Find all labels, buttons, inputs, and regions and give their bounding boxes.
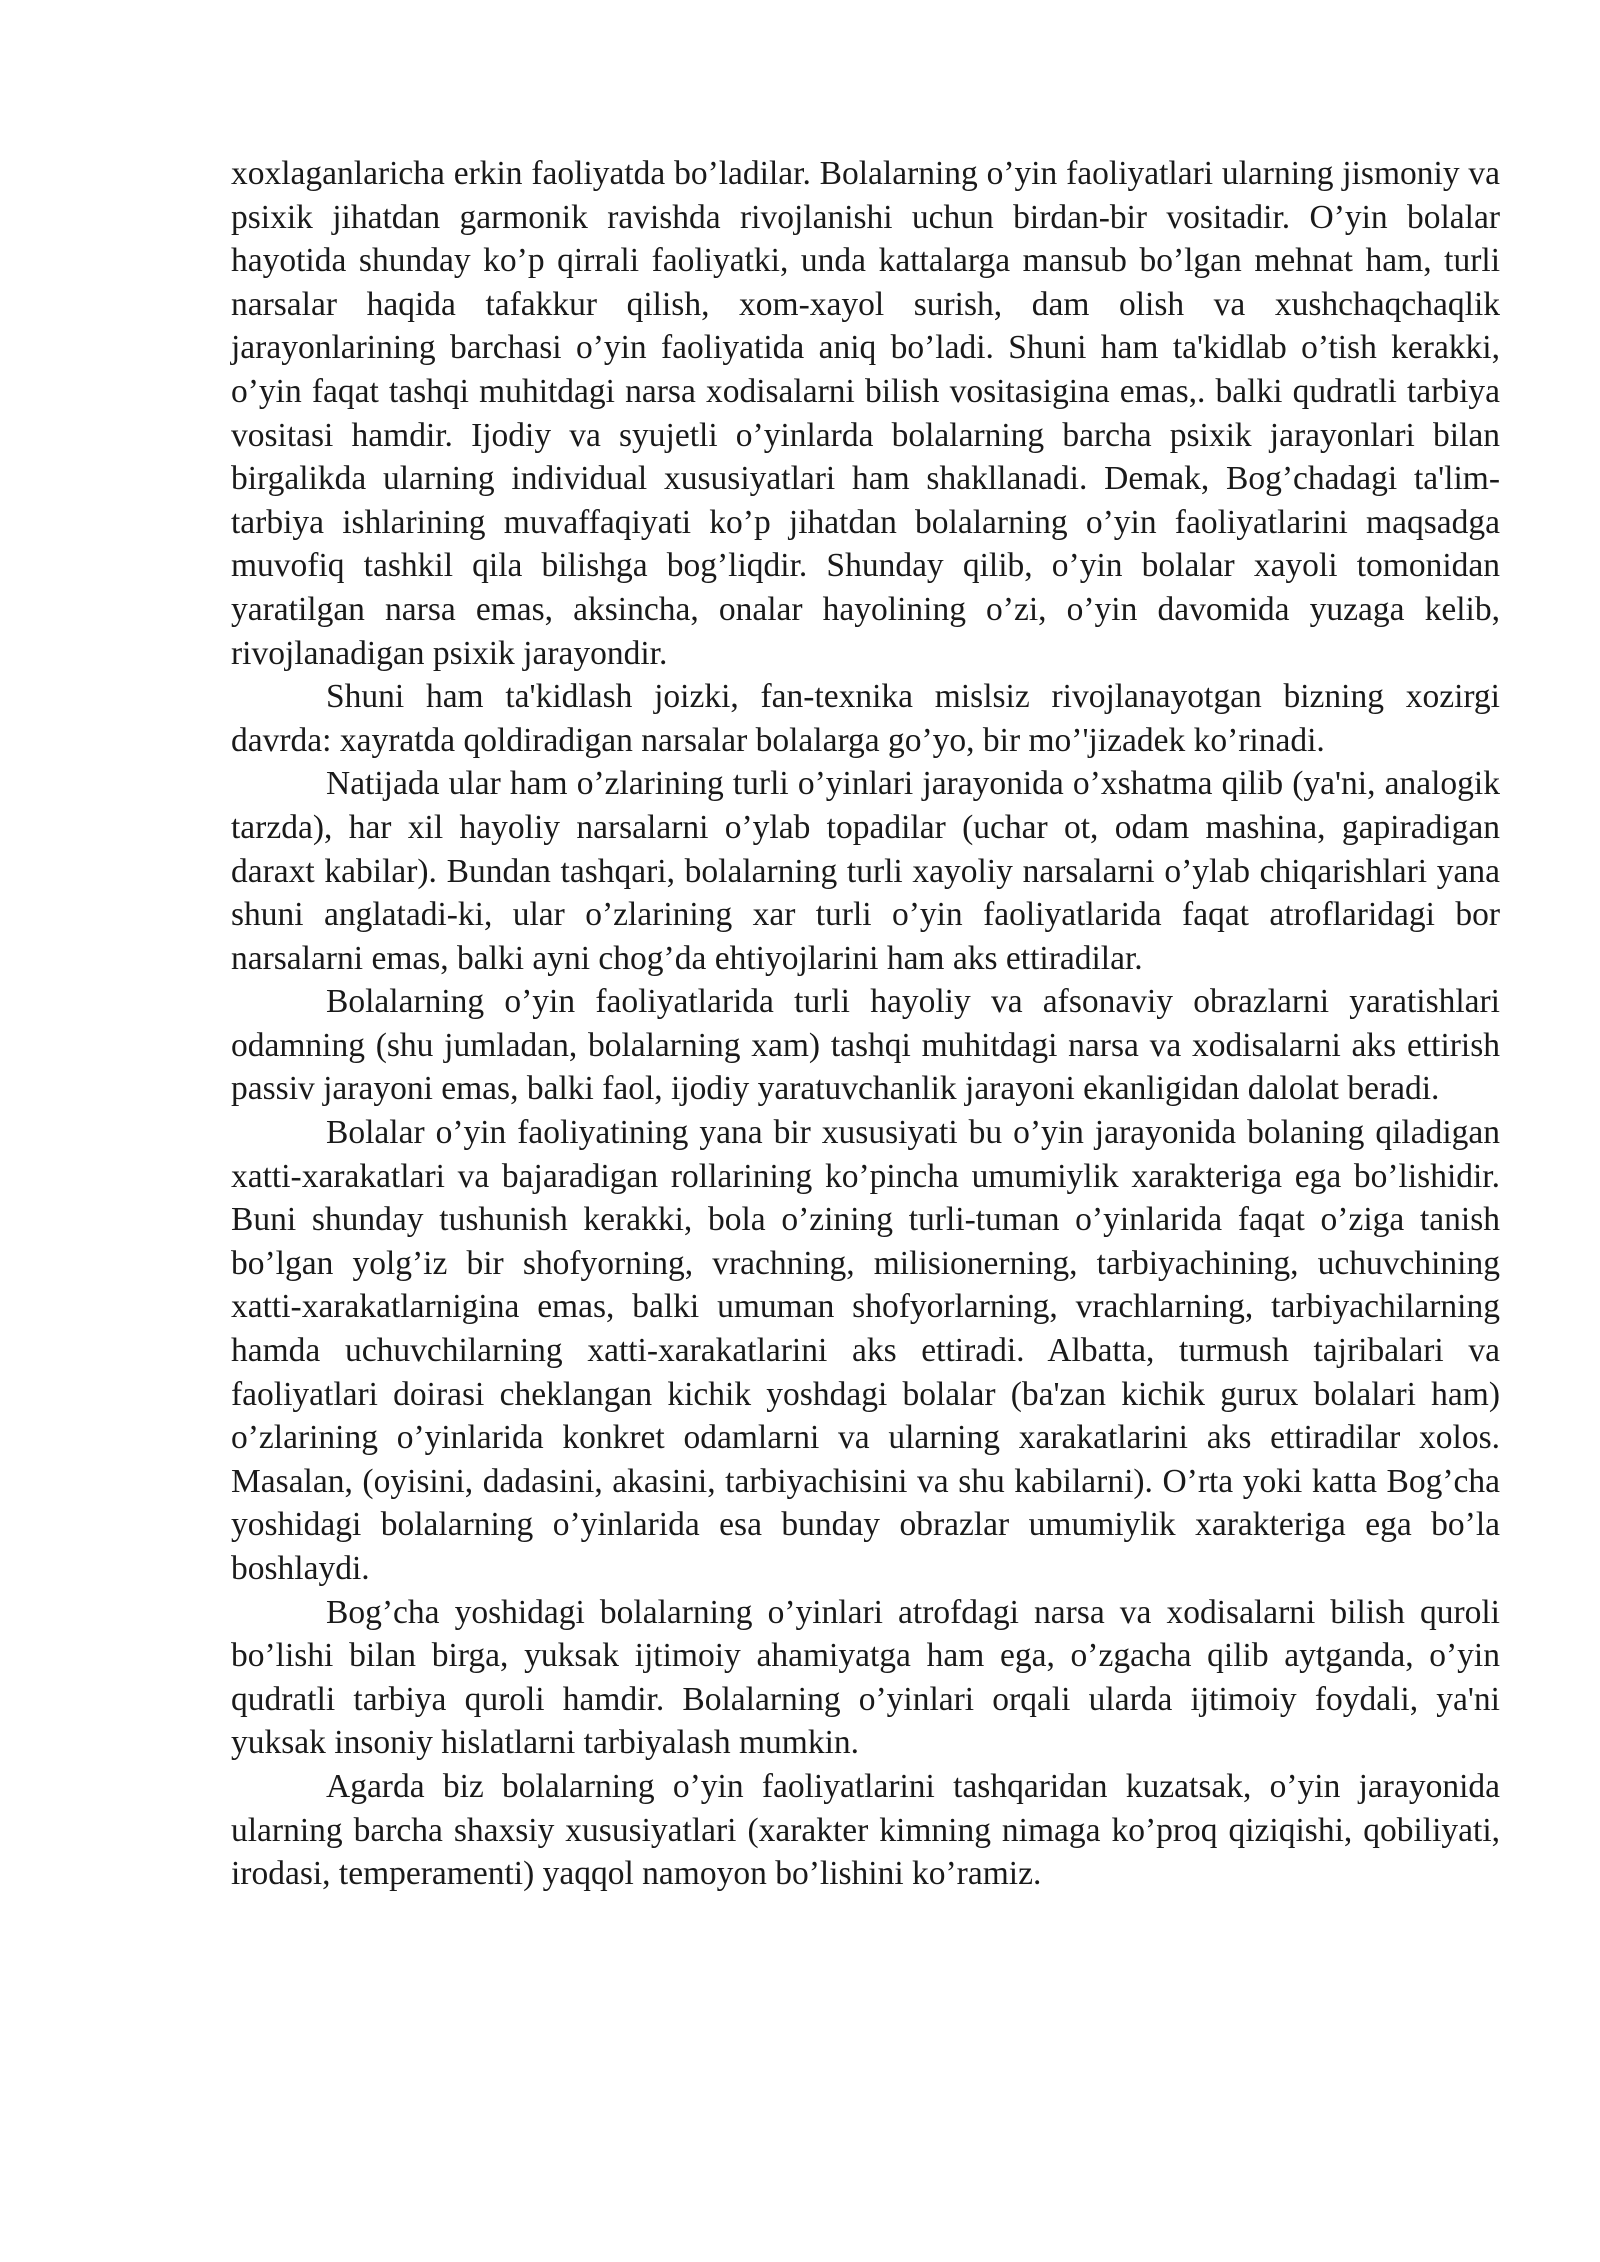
paragraph-6: Bog’cha yoshidagi bolalarning o’yinlari atrofdagi narsa va xodisalarni bilish quroli bo’lishi bilan birga, yuksak ijtimoiy ahamiyatga ham ega, o’zgacha qilib aytganda, o’yin qudratli tarbiya quroli hamdir. Bolalarning o’yinlari orqali ularda ijtimoiy foydali, ya'ni yuksak insoniy hislatlarni tarbiyalash mumkin. bbox=[231, 1593, 1500, 1762]
paragraph-4: Bolalarning o’yin faoliyatlarida turli hayoliy va afsonaviy obrazlarni yaratishlari odamning (shu jumladan, bolalarning xam) tashqi muhitdagi narsa va xodisalarni aks ettirish passiv jarayoni emas, balki faol, ijodiy yaratuvchanlik jarayoni ekanligidan dalolat beradi. bbox=[231, 983, 1500, 1108]
paragraph-1: xoxlaganlaricha erkin faoliyatda bo’ladilar. Bolalarning o’yin faoliyatlari ularning jismoniy va psixik jihatdan garmonik ravishda rivojlanishi uchun birdan-bir vositadir. O’yin bolalar hayotida shunday ko’p qirrali faoliyatki, unda kattalarga mansub bo’lgan mehnat ham, turli narsalar haqida tafakkur qilish, xom-xayol surish, dam olish va xushchaqchaqlik jarayonlarining barchasi o’yin faoliyatida aniq bo’ladi. Shuni ham ta'kidlab o’tish kerakki, o’yin faqat tashqi muhitdagi narsa xodisalarni bilish vositasigina emas,. balki qudratli tarbiya vositasi hamdir. Ijodiy va syujetli o’yinlarda bolalarning barcha psixik jarayonlari bilan birgalikda ularning individual xususiyatlari ham shakllanadi. Demak, Bog’chadagi ta'lim-tarbiya ishlarining muvaffaqiyati ko’p jihatdan bolalarning o’yin faoliyatlarini maqsadga muvofiq tashkil qila bilishga bog’liqdir. Shunday qilib, o’yin bolalar xayoli tomonidan yaratilgan narsa emas, aksincha, onalar hayolining o’zi, o’yin davomida yuzaga kelib, rivojlanadigan psixik jarayondir. bbox=[231, 155, 1500, 672]
paragraph-5: Bolalar o’yin faoliyatining yana bir xususiyati bu o’yin jarayonida bolaning qiladigan xatti-xarakatlari va bajaradigan rollarining ko’pincha umumiylik xarakteriga ega bo’lishidir. Buni shunday tushunish kerakki, bola o’zining turli-tuman o’yinlarida faqat o’ziga tanish bo’lgan yolg’iz bir shofyorning, vrachning, milisionerning, tarbiyachining, uchuvchining xatti-xarakatlarnigina emas, balki umuman shofyorlarning, vrachlarning, tarbiyachilarning hamda uchuvchilarning xatti-xarakatlarini aks ettiradi. Albatta, turmush tajribalari va faoliyatlari doirasi cheklangan kichik yoshdagi bolalar (ba'zan kichik gurux bolalari ham) o’zlarining o’yinlarida konkret odamlarni va ularning xarakatlarini aks ettiradilar xolos. Masalan, (oyisini, dadasini, akasini, tarbiyachisini va shu kabilarni). O’rta yoki katta Bog’cha yoshidagi bolalarning o’yinlarida esa bunday obrazlar umumiylik xarakteriga ega bo’la boshlaydi. bbox=[231, 1114, 1500, 1587]
body-text bbox=[231, 152, 1500, 1896]
paragraph-3: Natijada ular ham o’zlarining turli o’yinlari jarayonida o’xshatma qilib (ya'ni, analogik tarzda), har xil hayoliy narsalarni o’ylab topadilar (uchar ot, odam mashina, gapiradigan daraxt kabilar). Bundan tashqari, bolalarning turli xayoliy narsalarni o’ylab chiqarishlari yana shuni anglatadi-ki, ular o’zlarining xar turli o’yin faoliyatlarida faqat atroflaridagi bor narsalarni emas, balki ayni chog’da ehtiyojlarini ham aks ettiradilar. bbox=[231, 765, 1500, 977]
paragraph-7: Agarda biz bolalarning o’yin faoliyatlarini tashqaridan kuzatsak, o’yin jarayonida ularning barcha shaxsiy xususiyatlari (xarakter kimning nimaga ko’proq qiziqishi, qobiliyati, irodasi, temperamenti) yaqqol namoyon bo’lishini ko’ramiz. bbox=[231, 1767, 1500, 1893]
paragraph-2: Shuni ham ta'kidlash joizki, fan-texnika mislsiz rivojlanayotgan bizning xozirgi davrda: xayratda qoldiradigan narsalar bolalarga go’yo, bir mo’'jizadek ko’rinadi. bbox=[231, 678, 1500, 759]
